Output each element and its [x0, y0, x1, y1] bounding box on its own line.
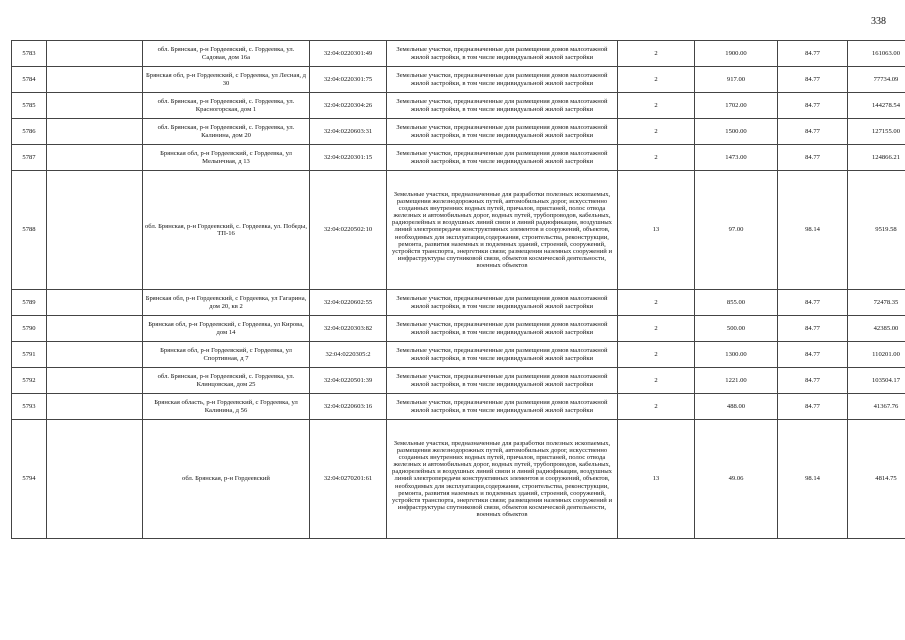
- table-row: [12, 41, 905, 67]
- table-row: [12, 67, 905, 93]
- row-number-cell: 5790: [12, 316, 47, 342]
- rate-cell: 84.77: [778, 93, 848, 119]
- permitted-use-cell: Земельные участки, предназначенные для разработки полезных ископаемых, размещения железнодорожных путей, автомобильных дорог, искусственно созданных внутренних водных путей, причалов, пристаней, полос отвода железных и автомобильных дорог, водных путей, трубопроводов, кабельных, радиорелейных и воздушных линий связи и линий радиофикации, воздушных линий электропередачи конструктивных элементов и сооружений, объектов, необходимых для эксплуатации,содержания, строительства, реконструкции, ремонта, развития наземных и подземных зданий, строений, сооружений, устройств транспорта, энергетики связи; размещения наземных сооружений и инфраструктуры спутниковой связи, объектов космической деятельности, военных объектов: [387, 420, 618, 539]
- area-cell: 1221.00: [695, 368, 778, 394]
- area-cell: 1900.00: [695, 41, 778, 67]
- category-code-cell: 2: [618, 41, 695, 67]
- cadastral-number-cell: 32:04:0220603:16: [310, 394, 387, 420]
- permitted-use-cell: Земельные участки, предназначенные для размещения домов малоэтажной жилой застройки, в том числе индивидуальной жилой застройки: [387, 290, 618, 316]
- empty-cell: [47, 93, 143, 119]
- address-cell: Брянская обл, р-н Гордеевский, с Гордеевка, ул Спортивная, д 7: [143, 342, 310, 368]
- empty-cell: [47, 420, 143, 539]
- empty-cell: [47, 368, 143, 394]
- address-cell: обл. Брянская, р-н Гордеевский: [143, 420, 310, 539]
- category-code-cell: 2: [618, 93, 695, 119]
- permitted-use-cell: Земельные участки, предназначенные для размещения домов малоэтажной жилой застройки, в том числе индивидуальной жилой застройки: [387, 368, 618, 394]
- permitted-use-cell: Земельные участки, предназначенные для размещения домов малоэтажной жилой застройки, в том числе индивидуальной жилой застройки: [387, 342, 618, 368]
- row-number-cell: 5793: [12, 394, 47, 420]
- cadastral-number-cell: 32:04:0220304:26: [310, 93, 387, 119]
- cadastral-number-cell: 32:04:0220301:15: [310, 145, 387, 171]
- rate-cell: 84.77: [778, 316, 848, 342]
- category-code-cell: 2: [618, 290, 695, 316]
- address-cell: Брянская обл, р-н Гордеевский, с Гордеевка, ул Лесная, д 30: [143, 67, 310, 93]
- table-row: [12, 145, 905, 171]
- category-code-cell: 2: [618, 394, 695, 420]
- cadastral-number-cell: 32:04:0220305:2: [310, 342, 387, 368]
- rate-cell: 84.77: [778, 41, 848, 67]
- address-cell: обл. Брянская, р-н Гордеевский, с. Гордеевка, ул. Садовая, дом 16а: [143, 41, 310, 67]
- empty-cell: [47, 171, 143, 290]
- table-body: [12, 41, 905, 539]
- cadastral-number-cell: 32:04:0220502:10: [310, 171, 387, 290]
- area-cell: 855.00: [695, 290, 778, 316]
- category-code-cell: 2: [618, 67, 695, 93]
- row-number-cell: 5794: [12, 420, 47, 539]
- empty-cell: [47, 119, 143, 145]
- area-cell: 500.00: [695, 316, 778, 342]
- permitted-use-cell: Земельные участки, предназначенные для размещения домов малоэтажной жилой застройки, в том числе индивидуальной жилой застройки: [387, 93, 618, 119]
- category-code-cell: 2: [618, 145, 695, 171]
- category-code-cell: 2: [618, 368, 695, 394]
- category-code-cell: 2: [618, 342, 695, 368]
- area-cell: 1300.00: [695, 342, 778, 368]
- row-number-cell: 5788: [12, 171, 47, 290]
- empty-cell: [47, 41, 143, 67]
- address-cell: обл. Брянская, р-н Гордеевский, с. Гордеевка, ул. Клинцовская, дом 25: [143, 368, 310, 394]
- row-number-cell: 5786: [12, 119, 47, 145]
- cadastral-value-cell: 144278.54: [848, 93, 905, 119]
- rate-cell: 84.77: [778, 368, 848, 394]
- area-cell: 488.00: [695, 394, 778, 420]
- cadastral-number-cell: 32:04:0220501:39: [310, 368, 387, 394]
- rate-cell: 98.14: [778, 420, 848, 539]
- rate-cell: 98.14: [778, 171, 848, 290]
- empty-cell: [47, 67, 143, 93]
- address-cell: обл. Брянская, р-н Гордеевский, с. Гордеевка, ул. Красногорская, дом 1: [143, 93, 310, 119]
- category-code-cell: 2: [618, 119, 695, 145]
- permitted-use-cell: Земельные участки, предназначенные для размещения домов малоэтажной жилой застройки, в том числе индивидуальной жилой застройки: [387, 119, 618, 145]
- table-row: [12, 93, 905, 119]
- rate-cell: 84.77: [778, 290, 848, 316]
- permitted-use-cell: Земельные участки, предназначенные для размещения домов малоэтажной жилой застройки, в том числе индивидуальной жилой застройки: [387, 394, 618, 420]
- area-cell: 917.00: [695, 67, 778, 93]
- empty-cell: [47, 342, 143, 368]
- category-code-cell: 13: [618, 171, 695, 290]
- rate-cell: 84.77: [778, 119, 848, 145]
- cadastral-value-cell: 161063.00: [848, 41, 905, 67]
- address-cell: Брянская обл, р-н Гордеевский, с Гордеевка, ул Мелынчная, д 13: [143, 145, 310, 171]
- address-cell: обл. Брянская, р-н Гордеевский, с. Гордеевка, ул. Победы, ТП-16: [143, 171, 310, 290]
- row-number-cell: 5789: [12, 290, 47, 316]
- area-cell: 97.00: [695, 171, 778, 290]
- table-row: [12, 394, 905, 420]
- land-registry-table: [11, 40, 905, 539]
- permitted-use-cell: Земельные участки, предназначенные для разработки полезных ископаемых, размещения железнодорожных путей, автомобильных дорог, искусственно созданных внутренних водных путей, причалов, пристаней, полос отвода железных и автомобильных дорог, водных путей, трубопроводов, кабельных, радиорелейных и воздушных линий связи и линий радиофикации, воздушных линий электропередачи конструктивных элементов и сооружений, объектов, необходимых для эксплуатации,содержания, строительства, реконструкции, ремонта, развития наземных и подземных зданий, строений, сооружений, устройств транспорта, энергетики связи; размещения наземных сооружений и инфраструктуры спутниковой связи, объектов космической деятельности, военных объектов: [387, 171, 618, 290]
- cadastral-number-cell: 32:04:0220603:31: [310, 119, 387, 145]
- address-cell: обл. Брянская, р-н Гордеевский, с. Гордеевка, ул. Калинина, дом 20: [143, 119, 310, 145]
- table-row: [12, 119, 905, 145]
- cadastral-value-cell: 110201.00: [848, 342, 905, 368]
- row-number-cell: 5792: [12, 368, 47, 394]
- cadastral-value-cell: 9519.58: [848, 171, 905, 290]
- cadastral-value-cell: 77734.09: [848, 67, 905, 93]
- cadastral-number-cell: 32:04:0220301:75: [310, 67, 387, 93]
- permitted-use-cell: Земельные участки, предназначенные для размещения домов малоэтажной жилой застройки, в том числе индивидуальной жилой застройки: [387, 41, 618, 67]
- empty-cell: [47, 316, 143, 342]
- cadastral-number-cell: 32:04:0270201:61: [310, 420, 387, 539]
- cadastral-value-cell: 127155.00: [848, 119, 905, 145]
- cadastral-value-cell: 41367.76: [848, 394, 905, 420]
- row-number-cell: 5785: [12, 93, 47, 119]
- address-cell: Брянская обл, р-н Гордеевский, с Гордеевка, ул Гагарина, дом 20, кв 2: [143, 290, 310, 316]
- category-code-cell: 13: [618, 420, 695, 539]
- category-code-cell: 2: [618, 316, 695, 342]
- rate-cell: 84.77: [778, 342, 848, 368]
- cadastral-value-cell: 42385.00: [848, 316, 905, 342]
- table-row: [12, 342, 905, 368]
- cadastral-number-cell: 32:04:0220301:49: [310, 41, 387, 67]
- row-number-cell: 5784: [12, 67, 47, 93]
- address-cell: Брянская область, р-н Гордеевский, с Гордеевка, ул Калинина, д 56: [143, 394, 310, 420]
- cadastral-number-cell: 32:04:0220303:82: [310, 316, 387, 342]
- rate-cell: 84.77: [778, 394, 848, 420]
- area-cell: 1702.00: [695, 93, 778, 119]
- table-row: [12, 368, 905, 394]
- empty-cell: [47, 394, 143, 420]
- permitted-use-cell: Земельные участки, предназначенные для размещения домов малоэтажной жилой застройки, в том числе индивидуальной жилой застройки: [387, 67, 618, 93]
- empty-cell: [47, 145, 143, 171]
- empty-cell: [47, 290, 143, 316]
- permitted-use-cell: Земельные участки, предназначенные для размещения домов малоэтажной жилой застройки, в том числе индивидуальной жилой застройки: [387, 145, 618, 171]
- cadastral-value-cell: 124866.21: [848, 145, 905, 171]
- permitted-use-cell: Земельные участки, предназначенные для размещения домов малоэтажной жилой застройки, в том числе индивидуальной жилой застройки: [387, 316, 618, 342]
- cadastral-number-cell: 32:04:0220602:55: [310, 290, 387, 316]
- cadastral-value-cell: 103504.17: [848, 368, 905, 394]
- table-row: [12, 316, 905, 342]
- row-number-cell: 5783: [12, 41, 47, 67]
- page-number: 338: [871, 16, 886, 27]
- table-row: [12, 420, 905, 539]
- row-number-cell: 5787: [12, 145, 47, 171]
- table-row: [12, 171, 905, 290]
- address-cell: Брянская обл, р-н Гордеевский, с Гордеевка, ул Кирова, дом 14: [143, 316, 310, 342]
- rate-cell: 84.77: [778, 145, 848, 171]
- area-cell: 1473.00: [695, 145, 778, 171]
- row-number-cell: 5791: [12, 342, 47, 368]
- table-row: [12, 290, 905, 316]
- area-cell: 49.06: [695, 420, 778, 539]
- area-cell: 1500.00: [695, 119, 778, 145]
- rate-cell: 84.77: [778, 67, 848, 93]
- cadastral-value-cell: 72478.35: [848, 290, 905, 316]
- cadastral-value-cell: 4814.75: [848, 420, 905, 539]
